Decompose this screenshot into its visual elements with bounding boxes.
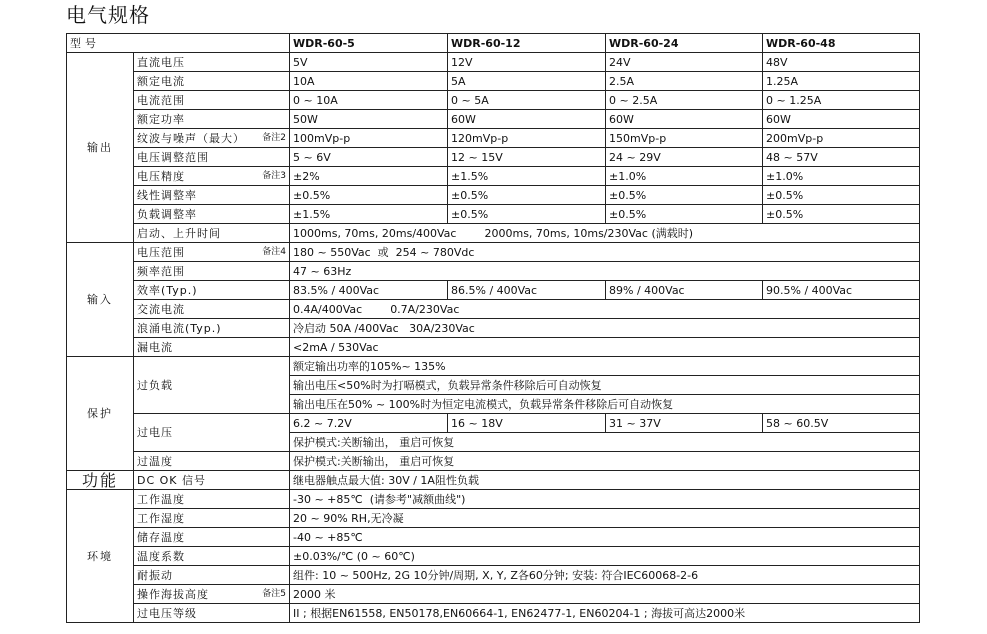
row-label (134, 129, 290, 148)
table-row (67, 585, 920, 604)
ac-current-a: 0.4A/400Vac (293, 302, 363, 316)
row-label: 电压调整范围 (134, 148, 290, 167)
table-row (67, 509, 920, 528)
table-cell: <2mA / 530Vac (290, 338, 920, 357)
table-cell: 1.25A (763, 72, 920, 91)
table-cell: 冷启动 50A /400Vac 30A/230Vac (290, 319, 920, 338)
row-label: 浪涌电流(Typ.) (134, 319, 290, 338)
table-cell: 120mVp-p (448, 129, 606, 148)
model-label: 型号 (67, 34, 290, 53)
section-function-label: 功能 (67, 471, 134, 490)
table-header-row (67, 34, 920, 53)
table-cell: 100mVp-p (290, 129, 448, 148)
row-label-text: 电压精度 (137, 169, 185, 183)
table-cell: 90.5% / 400Vac (763, 281, 920, 300)
table-row (67, 566, 920, 585)
row-label: DC OK 信号 (134, 471, 290, 490)
row-label: 漏电流 (134, 338, 290, 357)
table-cell: -40 ~ +85℃ (290, 528, 920, 547)
setup-time-a: 1000ms, 70ms, 20ms/400Vac (293, 226, 457, 240)
table-cell: ±0.5% (290, 186, 448, 205)
table-cell: ±1.5% (448, 167, 606, 186)
table-cell: -30 ~ +85℃ (请参考"减额曲线") (290, 490, 920, 509)
row-label: 储存温度 (134, 528, 290, 547)
table-row (67, 414, 920, 433)
row-label: 负载调整率 (134, 205, 290, 224)
table-cell: ±1.0% (763, 167, 920, 186)
row-label: 耐振动 (134, 566, 290, 585)
section-output-label: 输出 (67, 53, 134, 243)
table-cell: 12V (448, 53, 606, 72)
table-row (67, 262, 920, 281)
row-label: 线性调整率 (134, 186, 290, 205)
setup-time-b: 2000ms, 70ms, 10ms/230Vac (满载时) (484, 226, 694, 240)
section-environment-label: 环境 (67, 490, 134, 623)
table-cell: ±1.5% (290, 205, 448, 224)
row-label: 过电压 (134, 414, 290, 452)
table-cell: 86.5% / 400Vac (448, 281, 606, 300)
note-marker: 备注3 (262, 170, 286, 181)
table-cell: ±0.5% (606, 205, 763, 224)
table-row (67, 148, 920, 167)
table-cell: 保护模式:关断输出， 重启可恢复 (290, 433, 920, 452)
table-cell: 输出电压<50%时为打嗝模式，负载异常条件移除后可自动恢复 (290, 376, 920, 395)
table-row (67, 300, 920, 319)
page-title: 电气规格 (66, 3, 150, 27)
table-cell: 2.5A (606, 72, 763, 91)
row-label (134, 243, 290, 262)
table-row (67, 129, 920, 148)
row-label: 温度系数 (134, 547, 290, 566)
table-cell: II ; 根据EN61558, EN50178,EN60664-1, EN62477-1, EN60204-1 ; 海拔可高达2000米 (290, 604, 920, 623)
row-label: 额定电流 (134, 72, 290, 91)
table-row (67, 91, 920, 110)
table-cell: 0 ~ 5A (448, 91, 606, 110)
table-cell: 50W (290, 110, 448, 129)
table-cell: ±0.5% (763, 205, 920, 224)
table-row (67, 243, 920, 262)
table-cell: 6.2 ~ 7.2V (290, 414, 448, 433)
table-row (67, 72, 920, 91)
section-protection-label: 保护 (67, 357, 134, 471)
table-cell: ±0.03%/℃ (0 ~ 60℃) (290, 547, 920, 566)
table-row (67, 186, 920, 205)
table-cell: ±1.0% (606, 167, 763, 186)
table-cell: 组件: 10 ~ 500Hz, 2G 10分钟/周期, X, Y, Z各60分钟; 安装: 符合IEC60068-2-6 (290, 566, 920, 585)
table-cell: 24V (606, 53, 763, 72)
model-name: WDR-60-5 (290, 34, 448, 53)
table-cell: 10A (290, 72, 448, 91)
table-cell (290, 300, 920, 319)
row-label: 电流范围 (134, 91, 290, 110)
table-cell: 12 ~ 15V (448, 148, 606, 167)
table-cell: 89% / 400Vac (606, 281, 763, 300)
table-cell: 24 ~ 29V (606, 148, 763, 167)
table-cell: ±0.5% (448, 186, 606, 205)
row-label-text: 纹波与噪声（最大） (137, 131, 245, 145)
table-cell: 60W (606, 110, 763, 129)
table-row (67, 224, 920, 243)
table-cell: 额定输出功率的105%~ 135% (290, 357, 920, 376)
table-cell: 0 ~ 2.5A (606, 91, 763, 110)
table-cell: 60W (763, 110, 920, 129)
table-cell: 16 ~ 18V (448, 414, 606, 433)
note-marker: 备注4 (262, 246, 286, 257)
row-label: 频率范围 (134, 262, 290, 281)
table-cell: 47 ~ 63Hz (290, 262, 920, 281)
table-cell: 保护模式:关断输出， 重启可恢复 (290, 452, 920, 471)
model-name: WDR-60-12 (448, 34, 606, 53)
table-row (67, 452, 920, 471)
table-cell: 5V (290, 53, 448, 72)
row-label: 工作温度 (134, 490, 290, 509)
table-cell: 继电器触点最大值: 30V / 1A阻性负载 (290, 471, 920, 490)
row-label-text: 操作海拔高度 (137, 587, 209, 601)
ac-current-b: 0.7A/230Vac (390, 302, 460, 316)
table-cell: ±0.5% (763, 186, 920, 205)
model-name: WDR-60-48 (763, 34, 920, 53)
table-cell: 31 ~ 37V (606, 414, 763, 433)
row-label: 工作湿度 (134, 509, 290, 528)
table-cell: 48V (763, 53, 920, 72)
row-label: 过负载 (134, 357, 290, 414)
table-cell: 0 ~ 10A (290, 91, 448, 110)
table-row (67, 357, 920, 376)
table-row (67, 528, 920, 547)
row-label: 直流电压 (134, 53, 290, 72)
table-cell: 0 ~ 1.25A (763, 91, 920, 110)
table-cell (290, 224, 920, 243)
table-row (67, 338, 920, 357)
model-name: WDR-60-24 (606, 34, 763, 53)
row-label: 过电压等级 (134, 604, 290, 623)
row-label (134, 585, 290, 604)
electrical-spec-table (66, 33, 920, 623)
section-input-label: 输入 (67, 243, 134, 357)
table-cell: 20 ~ 90% RH,无冷凝 (290, 509, 920, 528)
row-label (134, 167, 290, 186)
row-label-text: 电压范围 (137, 245, 185, 259)
table-cell: 输出电压在50% ~ 100%时为恒定电流模式，负载异常条件移除后可自动恢复 (290, 395, 920, 414)
table-cell: 5A (448, 72, 606, 91)
table-row (67, 205, 920, 224)
table-row (67, 110, 920, 129)
table-row (67, 281, 920, 300)
table-cell: ±0.5% (448, 205, 606, 224)
table-row (67, 547, 920, 566)
row-label: 效率(Typ.) (134, 281, 290, 300)
row-label: 交流电流 (134, 300, 290, 319)
table-cell: 150mVp-p (606, 129, 763, 148)
table-row (67, 471, 920, 490)
table-cell: 48 ~ 57V (763, 148, 920, 167)
row-label: 启动、上升时间 (134, 224, 290, 243)
table-cell: 200mVp-p (763, 129, 920, 148)
row-label: 额定功率 (134, 110, 290, 129)
table-cell: 5 ~ 6V (290, 148, 448, 167)
table-cell: ±0.5% (606, 186, 763, 205)
table-row (67, 167, 920, 186)
table-cell: 2000 米 (290, 585, 920, 604)
row-label: 过温度 (134, 452, 290, 471)
table-cell: 60W (448, 110, 606, 129)
table-cell: 58 ~ 60.5V (763, 414, 920, 433)
table-cell: 83.5% / 400Vac (290, 281, 448, 300)
note-marker: 备注5 (262, 588, 286, 599)
table-cell: 180 ~ 550Vac 或 254 ~ 780Vdc (290, 243, 920, 262)
table-row (67, 53, 920, 72)
table-row (67, 604, 920, 623)
note-marker: 备注2 (262, 132, 286, 143)
table-cell: ±2% (290, 167, 448, 186)
table-row (67, 319, 920, 338)
table-row (67, 490, 920, 509)
